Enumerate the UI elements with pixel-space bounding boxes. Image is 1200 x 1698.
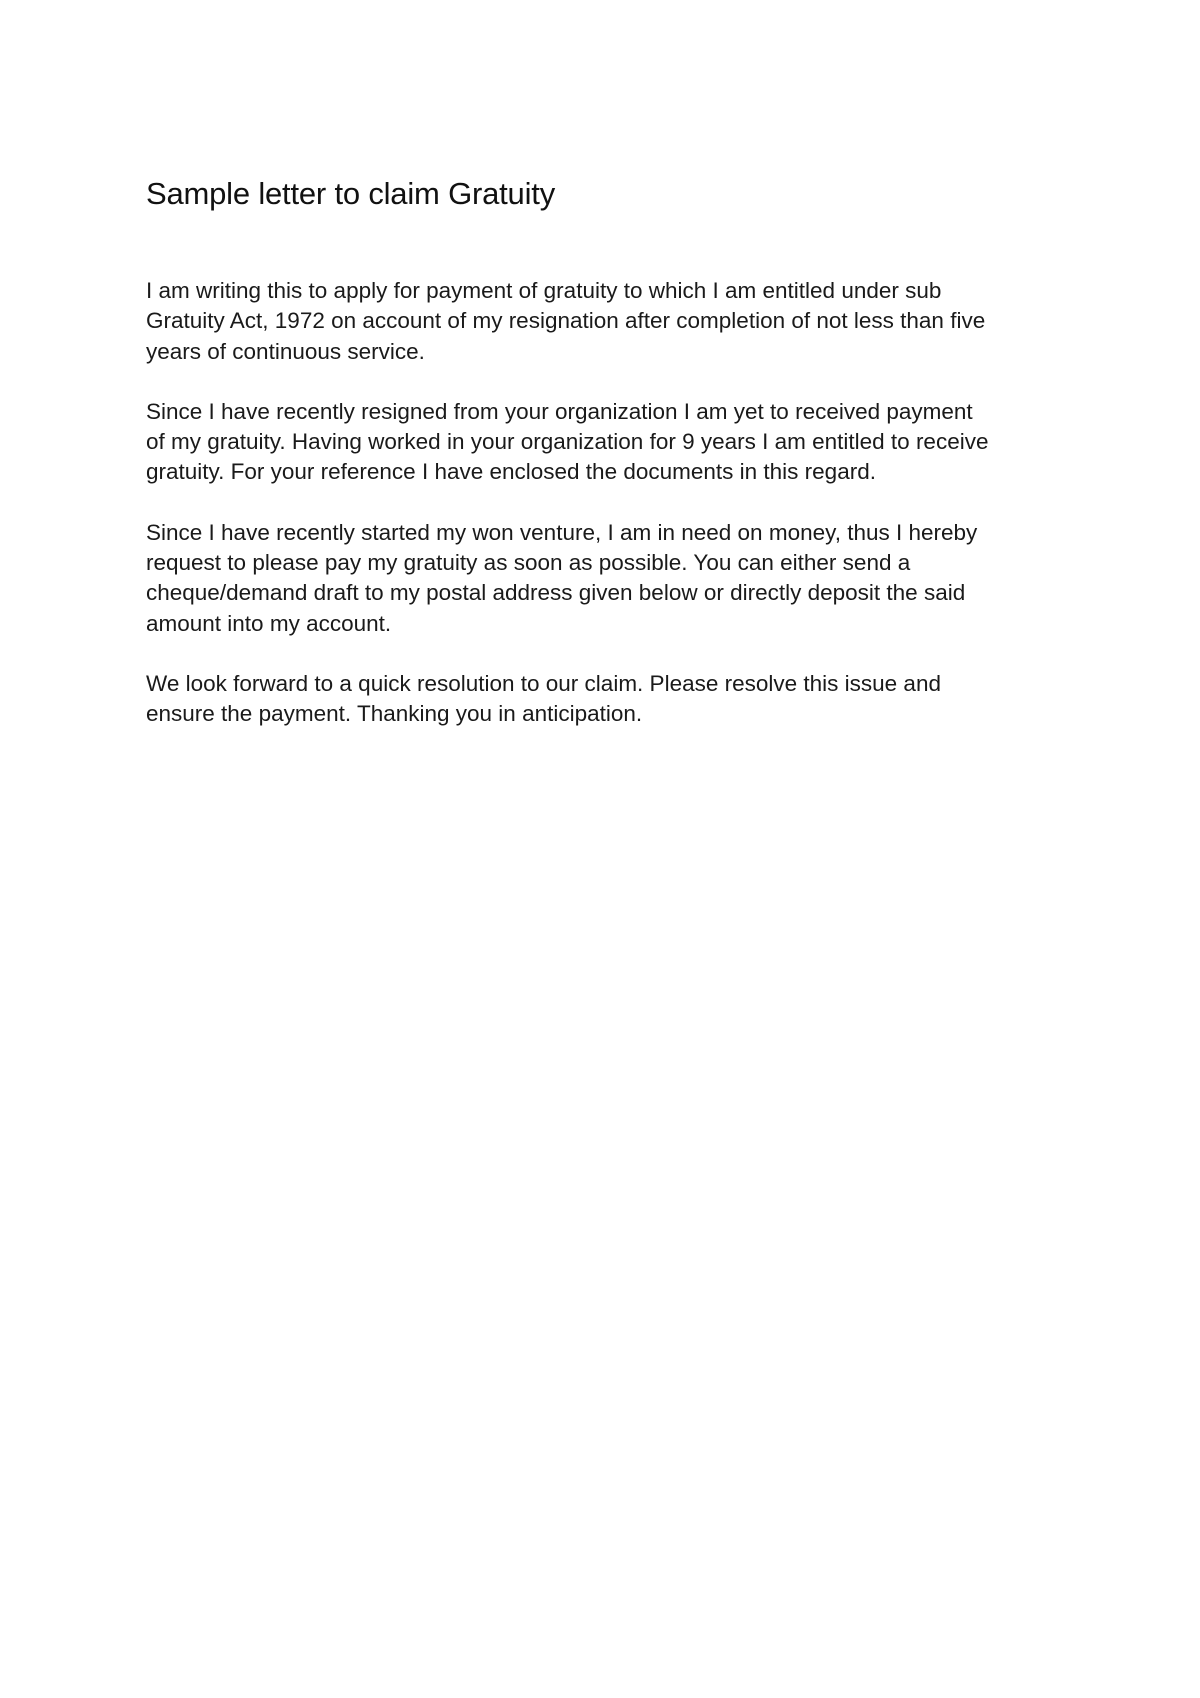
- text-line: gratuity. For your reference I have enclosed the documents in this regard.: [146, 459, 876, 485]
- text-line: Since I have recently resigned from your organization I am yet to received payment: [146, 398, 973, 424]
- text-line: Gratuity Act, 1972 on account of my resignation after completion of not less than five: [146, 308, 986, 334]
- text-line: I am writing this to apply for payment of gratuity to which I am entitled under sub: [146, 278, 942, 303]
- text-line: ensure the payment. Thanking you in anticipation.: [146, 701, 643, 727]
- text-line: years of continuous service.: [146, 338, 425, 364]
- text-line: Since I have recently started my won venture, I am in need on money, thus I hereby: [146, 519, 978, 545]
- document-title: Sample letter to claim Gratuity: [146, 176, 556, 211]
- text-line: amount into my account.: [146, 610, 392, 636]
- text-line: request to please pay my gratuity as soon as possible. You can either send a: [146, 550, 911, 576]
- letter-body: [146, 276, 1066, 760]
- text-line: of my gratuity. Having worked in your organization for 9 years I am entitled to receive: [146, 429, 989, 455]
- paragraph-2: [146, 397, 1066, 488]
- text-line: We look forward to a quick resolution to our claim. Please resolve this issue and: [146, 670, 941, 696]
- paragraph-3: [146, 518, 1066, 639]
- paragraph-4: [146, 669, 1066, 730]
- text-line: cheque/demand draft to my postal address given below or directly deposit the said: [146, 580, 966, 606]
- paragraph-1: [146, 276, 1066, 367]
